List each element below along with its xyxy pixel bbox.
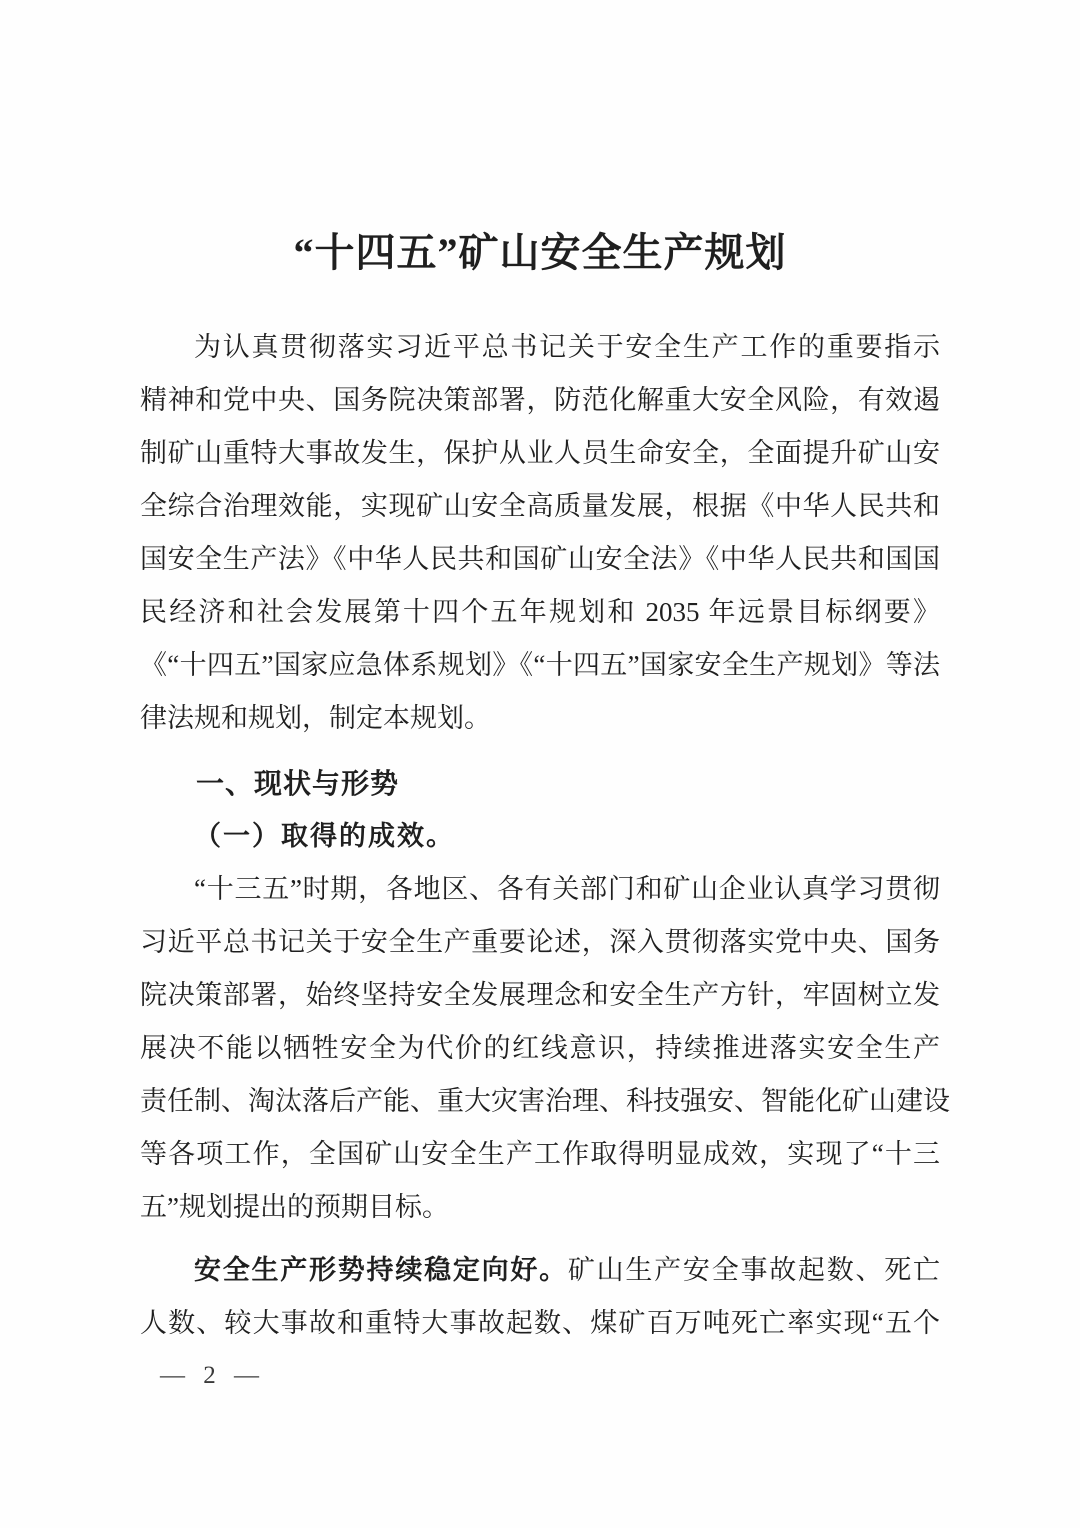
text-line: 律法规和规划，制定本规划。: [140, 703, 491, 733]
subsection-heading-achievements: （一）取得的成效。: [194, 821, 455, 851]
text-line: 精神和党中央、国务院决策部署，防范化解重大安全风险，有效遏: [140, 385, 940, 415]
text-line: 全综合治理效能，实现矿山安全高质量发展，根据《中华人民共和: [140, 491, 940, 521]
paragraph-safety-trend: [140, 1244, 940, 1350]
text-line: 五”规划提出的预期目标。: [140, 1192, 449, 1222]
text-line: “十三五”时期，各地区、各有关部门和矿山企业认真学习贯彻: [194, 874, 940, 904]
document-title: “十四五”矿山安全生产规划: [293, 230, 787, 275]
text-line: 习近平总书记关于安全生产重要论述，深入贯彻落实党中央、国务: [140, 927, 940, 957]
paragraph-13th-five-year: [140, 863, 950, 1234]
text-line: 为认真贯彻落实习近平总书记关于安全生产工作的重要指示: [194, 332, 940, 362]
text-line: 院决策部署，始终坚持安全发展理念和安全生产方针，牢固树立发: [140, 980, 940, 1010]
page-footer: [140, 1362, 940, 1390]
page-number: — 2 —: [160, 1362, 265, 1389]
paragraph-intro: [140, 321, 940, 745]
text-line: 展决不能以牺牲安全为代价的红线意识，持续推进落实安全生产: [140, 1033, 940, 1063]
text-line: 责任制、淘汰落后产能、重大灾害治理、科技强安、智能化矿山建设: [140, 1086, 950, 1116]
text-run: 矿山生产安全事故起数、死亡: [567, 1255, 941, 1285]
text-line: 《“十四五”国家应急体系规划》《“十四五”国家安全生产规划》等法: [140, 650, 940, 680]
text-line: [140, 1244, 940, 1297]
text-line: 人数、较大事故和重特大事故起数、煤矿百万吨死亡率实现“五个: [140, 1308, 940, 1338]
text-line: 国安全生产法》《中华人民共和国矿山安全法》《中华人民共和国国: [140, 544, 940, 574]
text-line: 民经济和社会发展第十四个五年规划和 2035 年远景目标纲要》: [140, 597, 940, 627]
text-line: 等各项工作，全国矿山安全生产工作取得明显成效，实现了“十三: [140, 1139, 940, 1169]
section-heading-status-situation: 一、现状与形势: [196, 768, 400, 799]
emphasis-lead-sentence: 安全生产形势持续稳定向好。: [194, 1255, 568, 1285]
text-line: 制矿山重特大事故发生，保护从业人员生命安全，全面提升矿山安: [140, 438, 940, 468]
